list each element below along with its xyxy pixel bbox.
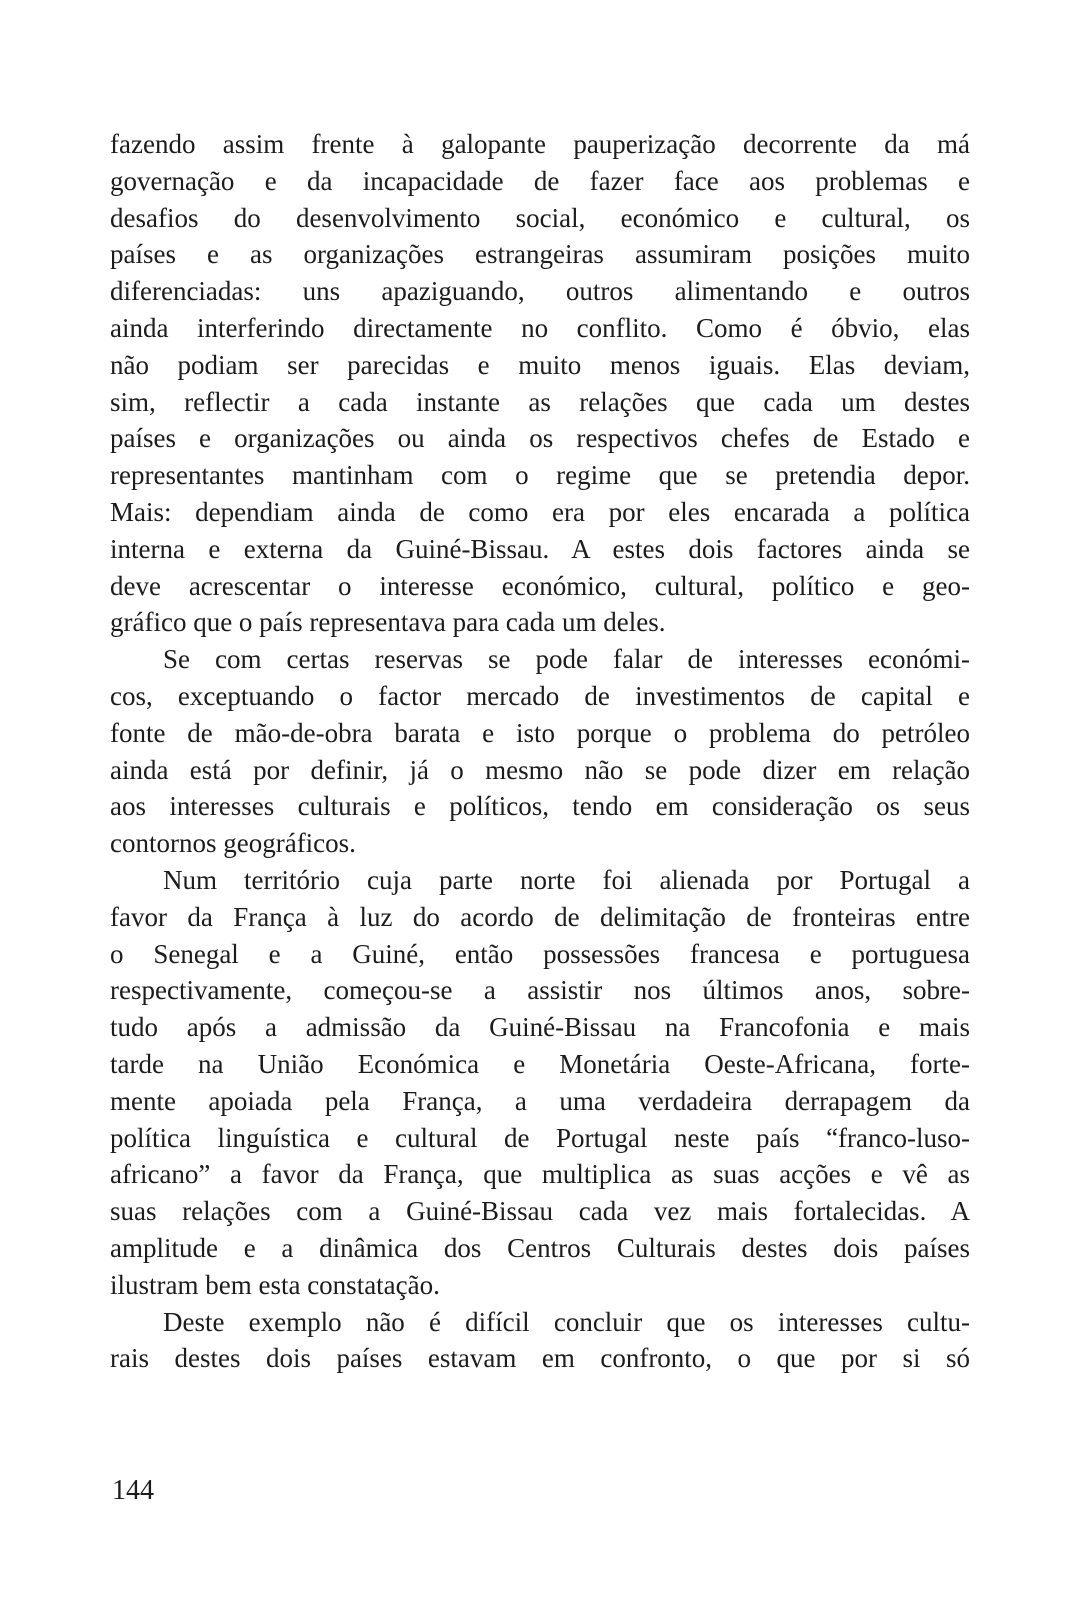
paragraph — [110, 862, 970, 1304]
paragraph — [110, 641, 970, 862]
text-line: não podiam ser parecidas e muito menos iguais. Elas deviam, — [110, 349, 970, 380]
text-line: fonte de mão-de-obra barata e isto porque o problema do petróleo — [110, 717, 970, 748]
text-line: aos interesses culturais e políticos, tendo em consideração os seus — [110, 791, 970, 822]
text-line: ainda interferindo directamente no conflito. Como é óbvio, elas — [110, 312, 970, 343]
text-line: sim, reflectir a cada instante as relações que cada um destes — [110, 386, 970, 417]
text-line: africano” a favor da França, que multiplica as suas acções e vê as — [110, 1159, 970, 1190]
text-line: rais destes dois países estavam em confronto, o que por si só — [110, 1343, 970, 1374]
text-line: Deste exemplo não é difícil concluir que os interesses cultu- — [163, 1306, 970, 1337]
text-line: tarde na União Económica e Monetária Oeste-Africana, forte- — [110, 1048, 970, 1079]
page-number: 144 — [112, 1475, 154, 1506]
text-line: ainda está por definir, já o mesmo não se pode dizer em relação — [110, 754, 970, 785]
text-line: gráfico que o país representava para cada um deles. — [110, 607, 666, 638]
paragraph — [110, 126, 970, 641]
text-line: cos, exceptuando o factor mercado de investimentos de capital e — [110, 680, 970, 711]
text-line: interna e externa da Guiné-Bissau. A estes dois factores ainda se — [110, 533, 970, 564]
text-line: respectivamente, começou-se a assistir nos últimos anos, sobre- — [110, 975, 970, 1006]
text-line: o Senegal e a Guiné, então possessões francesa e portuguesa — [110, 938, 970, 969]
text-line: favor da França à luz do acordo de delimitação de fronteiras entre — [110, 901, 970, 932]
body-text — [110, 126, 970, 1377]
text-line: Se com certas reservas se pode falar de interesses económi- — [163, 644, 970, 675]
text-line: representantes mantinham com o regime que se pretendia depor. — [110, 460, 970, 491]
text-line: fazendo assim frente à galopante pauperização decorrente da má — [110, 129, 970, 159]
text-line: contornos geográficos. — [110, 828, 356, 859]
text-line: suas relações com a Guiné-Bissau cada vez mais fortalecidas. A — [110, 1196, 970, 1227]
text-line: países e organizações ou ainda os respectivos chefes de Estado e — [110, 423, 970, 454]
text-line: ilustram bem esta constatação. — [110, 1269, 440, 1300]
text-line: política linguística e cultural de Portugal neste país “franco-luso- — [110, 1122, 970, 1153]
text-line: desafios do desenvolvimento social, económico e cultural, os — [110, 202, 970, 233]
text-line: países e as organizações estrangeiras assumiram posições muito — [110, 239, 970, 270]
text-line: diferenciadas: uns apaziguando, outros alimentando e outros — [110, 276, 970, 307]
text-line: tudo após a admissão da Guiné-Bissau na Francofonia e mais — [110, 1012, 970, 1043]
text-line: deve acrescentar o interesse económico, cultural, político e geo- — [110, 570, 970, 601]
text-line: amplitude e a dinâmica dos Centros Culturais destes dois países — [110, 1232, 970, 1263]
text-line: Num território cuja parte norte foi alienada por Portugal a — [163, 864, 970, 895]
paragraph — [110, 1304, 970, 1378]
text-line: mente apoiada pela França, a uma verdadeira derrapagem da — [110, 1085, 970, 1116]
text-line: Mais: dependiam ainda de como era por eles encarada a política — [110, 496, 970, 527]
text-line: governação e da incapacidade de fazer face aos problemas e — [110, 165, 970, 196]
